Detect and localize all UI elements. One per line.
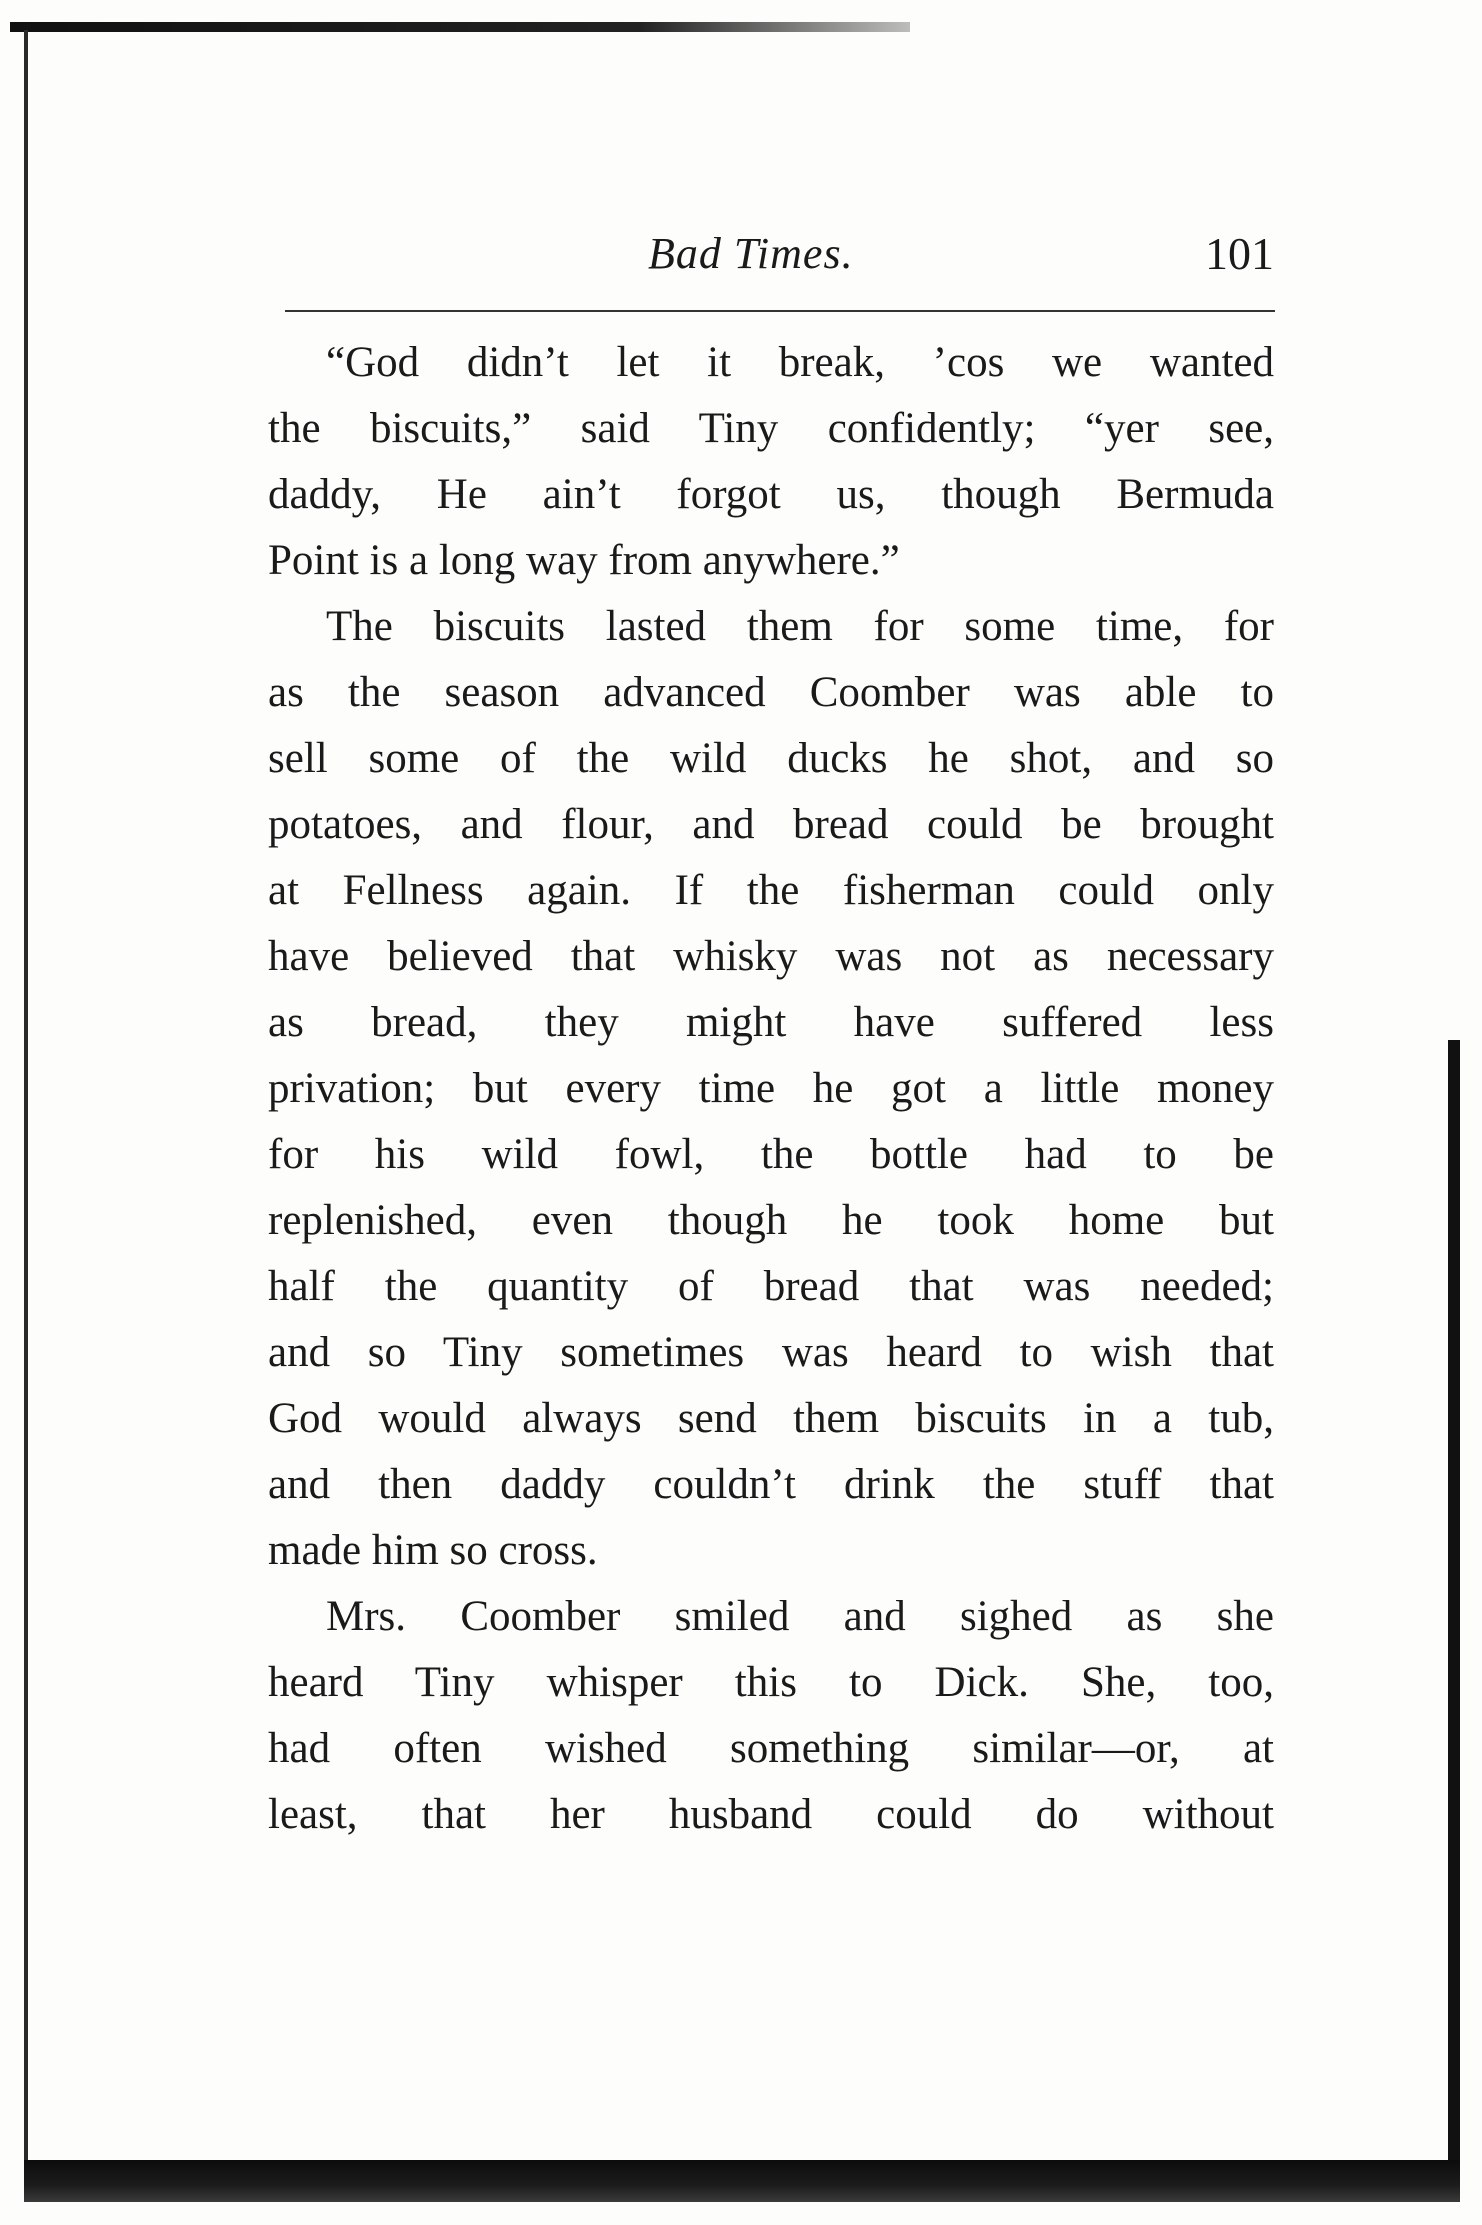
running-head xyxy=(268,226,1274,296)
text-line: and so Tiny sometimes was heard to wish that xyxy=(268,1329,1274,1376)
text-line: half the quantity of bread that was needed; xyxy=(268,1263,1274,1310)
text-line: made him so cross. xyxy=(268,1527,598,1574)
text-line: replenished, even though he took home but xyxy=(268,1197,1274,1244)
text-line: The biscuits lasted them for some time, for xyxy=(326,603,1274,650)
scan-border-bottom xyxy=(24,2160,1460,2202)
text-line: as bread, they might have suffered less xyxy=(268,999,1274,1046)
text-line: God would always send them biscuits in a tub, xyxy=(268,1395,1274,1442)
text-line: for his wild fowl, the bottle had to be xyxy=(268,1131,1274,1178)
text-line: potatoes, and flour, and bread could be brought xyxy=(268,801,1274,848)
scan-border-top xyxy=(10,22,910,32)
text-line: heard Tiny whisper this to Dick. She, too, xyxy=(268,1659,1274,1706)
body-text xyxy=(268,330,1274,1848)
text-line: and then daddy couldn’t drink the stuff that xyxy=(268,1461,1274,1508)
text-line: at Fellness again. If the fisherman could only xyxy=(268,867,1274,914)
text-line: have believed that whisky was not as necessary xyxy=(268,933,1274,980)
text-line: daddy, He ain’t forgot us, though Bermuda xyxy=(268,471,1274,518)
text-line: Mrs. Coomber smiled and sighed as she xyxy=(326,1593,1274,1640)
scan-border-right xyxy=(1448,1040,1460,2190)
text-line: sell some of the wild ducks he shot, and so xyxy=(268,735,1274,782)
text-line: least, that her husband could do without xyxy=(268,1791,1274,1838)
running-title: Bad Times. xyxy=(648,229,854,278)
text-line: as the season advanced Coomber was able to xyxy=(268,669,1274,716)
text-line: “God didn’t let it break, ’cos we wanted xyxy=(326,339,1274,386)
text-line: the biscuits,” said Tiny confidently; “yer see, xyxy=(268,405,1274,452)
scan-border-left xyxy=(24,30,28,2190)
header-rule xyxy=(285,310,1275,312)
text-line: privation; but every time he got a little money xyxy=(268,1065,1274,1112)
text-line: Point is a long way from anywhere.” xyxy=(268,537,900,584)
text-line: had often wished something similar—or, at xyxy=(268,1725,1274,1772)
page-number: 101 xyxy=(1205,228,1274,279)
